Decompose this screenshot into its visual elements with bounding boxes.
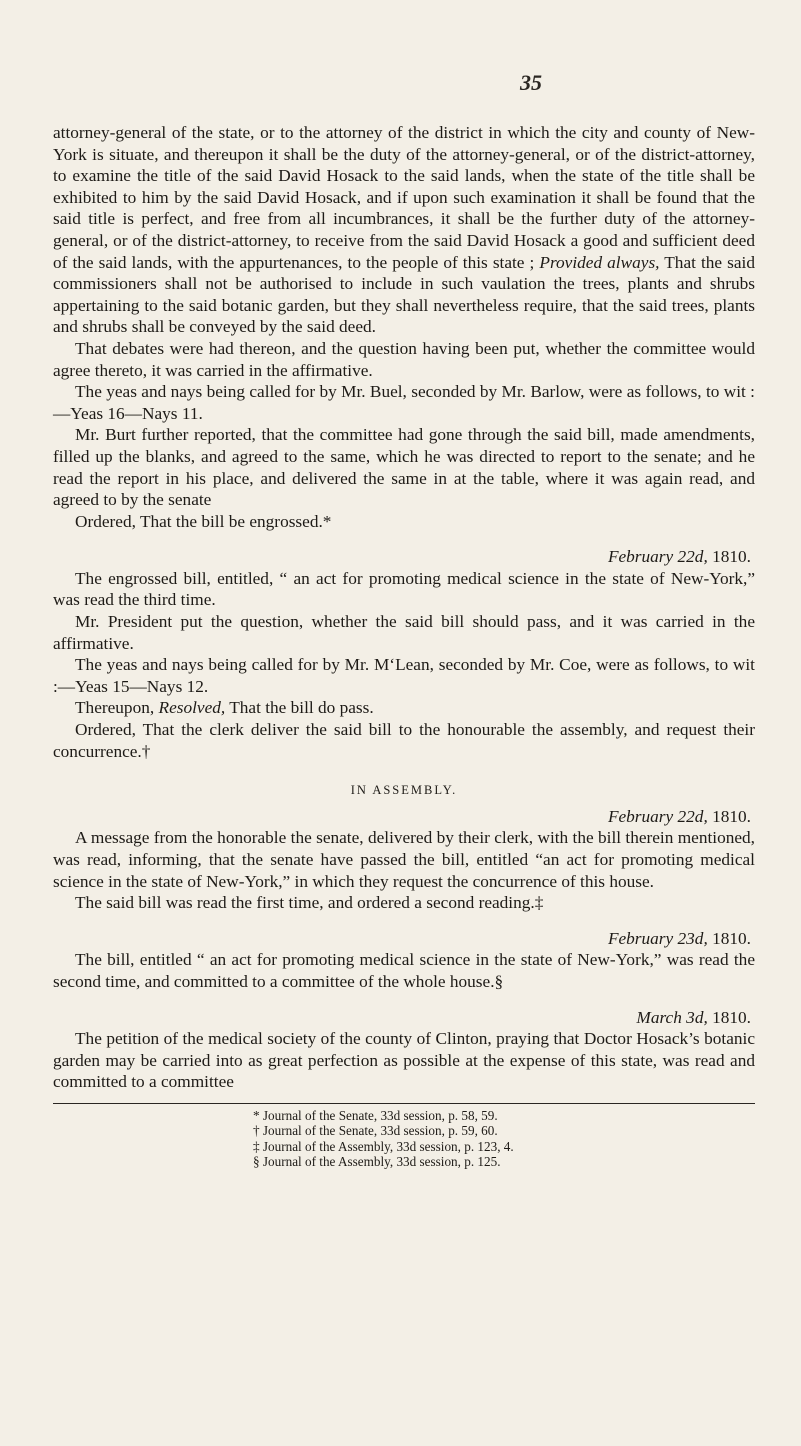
date-line: March 3d, 1810. [636, 1007, 751, 1027]
paragraph: attorney-general of the state, or to the attorney of the district in which the city and county of New-York is situate, and thereupon it shall be the duty of the attorney-general, or of the district-attorney, to examine the title of the said David Hosack to the said lands, when the state of the title shall be exhibited to him by the said David Hosack, and if upon such examination it shall be found that the said title is perfect, and free from all incumbrances, it shall be the further duty of the attorney-general, or of the district-attorney, to receive from the said David Hosack a good and sufficient deed of the said lands, with the appurtenances, to the people of this state ; Provided always, That the said commissioners shall not be authorised to include in such vaulation the trees, plants and shrubs appertaining to the said botanic garden, but they shall nevertheless require, that the said trees, plants and shrubs shall be conveyed by the said deed. [53, 123, 755, 337]
paragraph: The yeas and nays being called for by Mr. Buel, seconded by Mr. Barlow, were as follows, to wit :—Yeas 16—Nays 11. [53, 382, 755, 423]
paragraph: Mr. Burt further reported, that the committee had gone through the said bill, made amendments, filled up the blanks, and agreed to the same, which he was directed to report to the senate; and he read the report in his place, and delivered the same in at the table, where it was again read, and agreed to by the senate [53, 425, 755, 510]
footnote: * Journal of the Senate, 33d session, p. 58, 59. [253, 1107, 498, 1123]
body-text [53, 122, 755, 1170]
footnote: † Journal of the Senate, 33d session, p. 59, 60. [253, 1123, 498, 1139]
section-heading: IN ASSEMBLY. [350, 783, 458, 798]
date-line: February 23d, 1810. [607, 928, 751, 948]
footnote: § Journal of the Assembly, 33d session, p. 125. [253, 1154, 501, 1170]
footnotes [53, 1108, 755, 1170]
paragraph: Ordered, That the clerk deliver the said bill to the honourable the assembly, and request their concurrence.† [53, 720, 755, 761]
footnote: ‡ Journal of the Assembly, 33d session, p. 123, 4. [253, 1138, 514, 1154]
footnote-divider [53, 1103, 755, 1104]
paragraph: That debates were had thereon, and the question having been put, whether the committee would agree thereto, it was carried in the affirmative. [53, 338, 755, 380]
paragraph: Thereupon, Resolved, That the bill do pass. [75, 698, 374, 718]
paragraph: The yeas and nays being called for by Mr. M‘Lean, seconded by Mr. Coe, were as follows, to wit :—Yeas 15—Nays 12. [53, 655, 755, 696]
page-number: 35 [520, 70, 542, 95]
paragraph: Ordered, That the bill be engrossed.* [75, 511, 332, 531]
paragraph: The said bill was read the first time, and ordered a second reading.‡ [75, 893, 544, 913]
paragraph: The bill, entitled “ an act for promoting medical science in the state of New-York,” was read the second time, and committed to a committee of the whole house.§ [53, 950, 755, 991]
paragraph: Mr. President put the question, whether the said bill should pass, and it was carried in the affirmative. [53, 612, 755, 653]
paragraph: The petition of the medical society of the county of Clinton, praying that Doctor Hosack’s botanic garden may be carried into as great perfection as possible at the expense of this state, was read and committed to a committee [53, 1029, 755, 1092]
date-line: February 22d, 1810. [607, 547, 751, 567]
paragraph: The engrossed bill, entitled, “ an act for promoting medical science in the state of New-York,” was read the third time. [53, 568, 755, 610]
date-line: February 22d, 1810. [607, 806, 751, 826]
paragraph: A message from the honorable the senate, delivered by their clerk, with the bill therein mentioned, was read, informing, that the senate have passed the bill, entitled “an act for promoting medical science in the state of New-York,” in which they request the concurrence of this house. [53, 828, 755, 891]
